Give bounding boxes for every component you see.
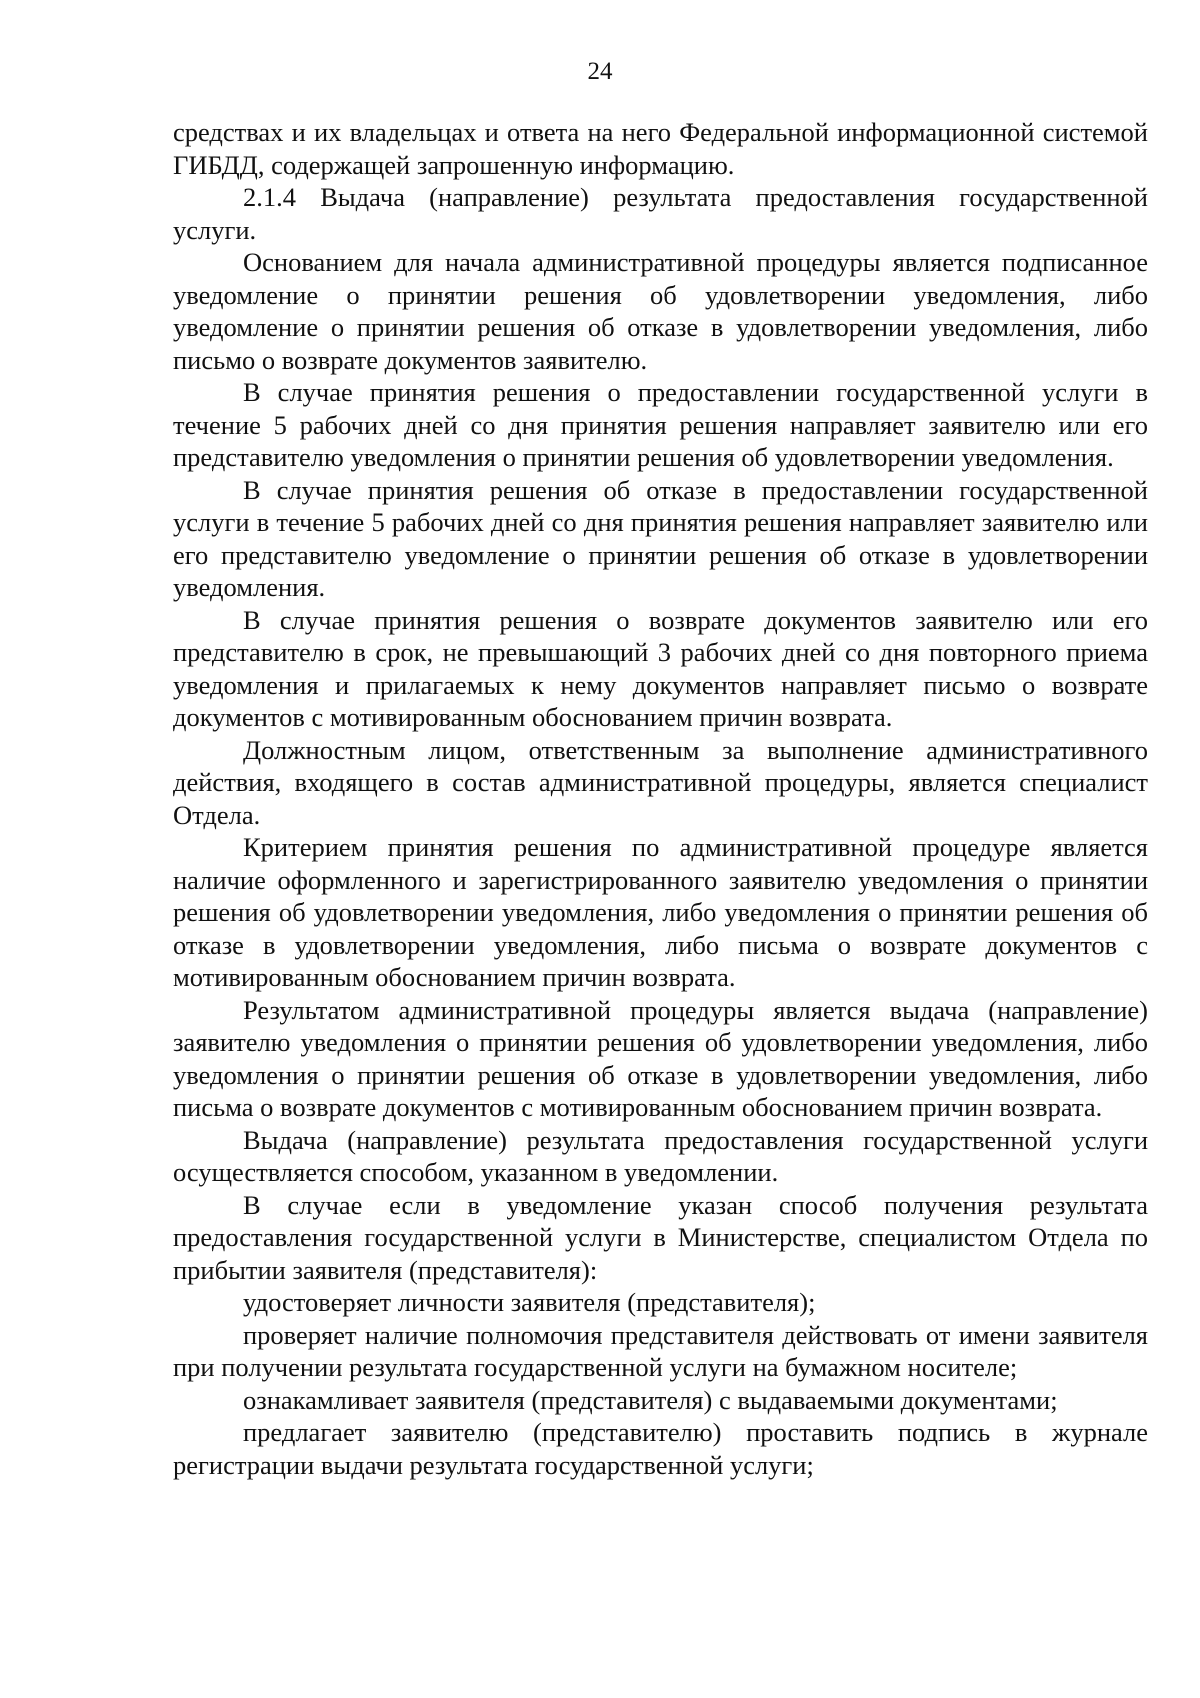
paragraph-continuation: средствах и их владельцах и ответа на него Федеральной информационной системой ГИБДД, содержащей запрошенную информацию. <box>173 117 1148 180</box>
paragraph-ministry-delivery: В случае если в уведомление указан способ получения результата предоставления государственной услуги в Министерстве, специалистом Отдела по прибытии заявителя (представителя): <box>173 1189 1148 1285</box>
list-item-check-authority: проверяет наличие полномочия представителя действовать от имени заявителя при получении результата государственной услуги на бумажном носителе; <box>173 1319 1148 1382</box>
paragraph-responsible-official: Должностным лицом, ответственным за выполнение административного действия, входящего в состав административной процедуры, является специалист Отдела. <box>173 734 1148 830</box>
paragraph-grant-decision: В случае принятия решения о предоставлении государственной услуги в течение 5 рабочих дней со дня принятия решения направляет заявителю или его представителю уведомления о принятии решения об удовлетворении уведомления. <box>173 377 1148 472</box>
list-item-familiarize: ознакамливает заявителя (представителя) с выдаваемыми документами; <box>243 1384 1058 1415</box>
document-body <box>173 116 1148 1481</box>
section-heading-2-1-4: 2.1.4 Выдача (направление) результата предоставления государственной услуги. <box>173 182 1148 245</box>
paragraph-refusal-decision: В случае принятия решения об отказе в предоставлении государственной услуги в течение 5 рабочих дней со дня принятия решения направляет заявителю или его представителю уведомление о принятии решения об отказе в удовлетворении уведомления. <box>173 474 1148 602</box>
paragraph-basis: Основанием для начала административной процедуры является подписанное уведомление о принятии решения об удовлетворении уведомления, либо уведомление о принятии решения об отказе в удовлетворении уведомления, либо письмо о возврате документов заявителю. <box>173 247 1148 375</box>
list-item-verify-identity: удостоверяет личности заявителя (представителя); <box>243 1287 816 1317</box>
list-item-sign-journal: предлагает заявителю (представителю) проставить подпись в журнале регистрации выдачи результата государственной услуги; <box>173 1417 1148 1480</box>
paragraph-delivery-method: Выдача (направление) результата предоставления государственной услуги осуществляется способом, указанном в уведомлении. <box>173 1124 1148 1187</box>
paragraph-return-decision: В случае принятия решения о возврате документов заявителю или его представителю в срок, не превышающий 3 рабочих дней со дня повторного приема уведомления и прилагаемых к нему документов направляет письмо о возврате документов с мотивированным обоснованием причин возврата. <box>173 604 1148 732</box>
paragraph-decision-criterion: Критерием принятия решения по административной процедуре является наличие оформленного и зарегистрированного заявителю уведомления о принятии решения об удовлетворении уведомления, либо уведомления о принятии решения об отказе в удовлетворении уведомления, либо письма о возврате документов с мотивированным обоснованием причин возврата. <box>173 832 1148 992</box>
paragraph-procedure-result: Результатом административной процедуры является выдача (направление) заявителю уведомления о принятии решения об удовлетворении уведомления, либо уведомления о принятии решения об отказе в удовлетворении уведомления, либо письма о возврате документов с мотивированным обоснованием причин возврата. <box>173 994 1148 1122</box>
page-number: 24 <box>587 58 613 85</box>
